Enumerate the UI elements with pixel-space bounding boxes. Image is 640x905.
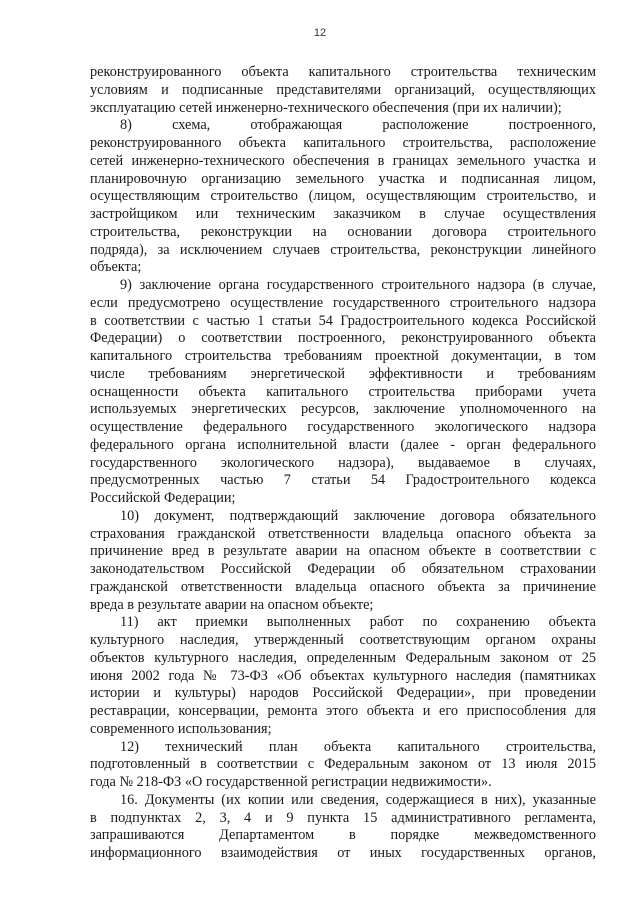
text-line: законодательством Российской Федерации об обязательном страховании bbox=[90, 561, 596, 577]
text-line: объектов культурного наследия, определенным Федеральным законом от 25 bbox=[90, 649, 596, 666]
text-line: реставрации, консервации, ремонта этого объекта и его приспособления для bbox=[90, 703, 596, 719]
text-line: подготовленный в соответствии с Федеральным законом от 13 июля 2015 bbox=[90, 756, 596, 773]
text-line: вреда в результате аварии на опасном объекте; bbox=[90, 596, 374, 613]
paragraph-item-8 bbox=[90, 117, 596, 277]
text-line: Российской Федерации; bbox=[90, 490, 236, 506]
text-line: запрашиваются Департаментом в порядке межведомственного bbox=[90, 827, 596, 844]
text-line: года № 218-ФЗ «О государственной регистрации недвижимости». bbox=[90, 774, 492, 790]
text-line: числе требованиям энергетической эффективности и требованиям bbox=[90, 365, 596, 382]
text-line: оснащенности объекта капитального строительства приборами учета bbox=[90, 383, 596, 400]
text-line: сетей инженерно-технического обеспечения в границах земельного участка и bbox=[90, 152, 596, 169]
text-line: современного использования; bbox=[90, 720, 272, 737]
text-line: 9) заключение органа государственного строительного надзора (в случае, bbox=[120, 277, 596, 293]
page-number: 12 bbox=[313, 27, 327, 39]
text-line: культурного наследия, утвержденный соответствующим органом охраны bbox=[90, 632, 596, 648]
text-line: реконструированного объекта капитального строительства, расположение bbox=[90, 135, 596, 151]
text-line: июня 2002 года № 73-ФЗ «Об объектах культурного наследия (памятниках bbox=[90, 667, 596, 684]
paragraph-item-11 bbox=[90, 614, 596, 738]
paragraph-item-12 bbox=[90, 739, 596, 792]
text-line: гражданской ответственности владельца опасного объекта за причинение bbox=[90, 578, 596, 595]
text-line: застройщиком или техническим заказчиком в случае осуществления bbox=[90, 206, 596, 222]
text-line: 10) документ, подтверждающий заключение договора обязательного bbox=[120, 507, 596, 524]
paragraph-item-9 bbox=[90, 277, 596, 508]
text-line: строительства, реконструкции на основании договора строительного bbox=[90, 223, 596, 240]
text-line: осуществление федерального государственного экологического надзора bbox=[90, 419, 596, 435]
text-line: истории и культуры) народов Российской Федерации», при проведении bbox=[90, 685, 596, 702]
text-line: используемых энергетических ресурсов, заключение уполномоченного на bbox=[90, 401, 596, 418]
text-line: причинение вред в результате аварии на опасном объекте в соответствии с bbox=[90, 543, 596, 560]
text-line: подряда), за исключением случаев строительства, реконструкции линейного bbox=[90, 241, 596, 258]
text-line: 11) акт приемки выполненных работ по сохранению объекта bbox=[120, 614, 596, 631]
text-line: Федерации) о соответствии построенного, реконструированного объекта bbox=[90, 330, 596, 347]
text-line: 8) схема, отображающая расположение построенного, bbox=[120, 117, 596, 134]
paragraph-item-10 bbox=[90, 508, 596, 615]
text-line: капитального строительства требованиям проектной документации, в том bbox=[90, 348, 596, 364]
text-line: 12) технический план объекта капитального строительства, bbox=[120, 738, 596, 755]
paragraph-continuation bbox=[90, 64, 596, 117]
text-line: если предусмотрено осуществление государственного строительного надзора bbox=[90, 294, 596, 311]
text-line: предусмотренных частью 7 статьи 54 Градостроительного кодекса bbox=[90, 472, 596, 489]
text-line: государственного экологического надзора), выдаваемое в случаях, bbox=[90, 454, 596, 471]
text-line: объекта; bbox=[90, 259, 142, 276]
text-line: эксплуатацию сетей инженерно-технического обеспечения (при их наличии); bbox=[90, 99, 562, 116]
paragraph-section-16 bbox=[90, 792, 596, 863]
text-line: федерального органа исполнительной власти (далее - орган федерального bbox=[90, 436, 596, 453]
text-line: страхования гражданской ответственности владельца опасного объекта за bbox=[90, 525, 596, 542]
document-body bbox=[90, 64, 596, 863]
text-line: условиям и подписанные представителями организаций, осуществляющих bbox=[90, 81, 596, 98]
text-line: осуществляющим строительство (лицом, осуществляющим строительство, и bbox=[90, 188, 596, 205]
text-line: информационного взаимодействия от иных государственных органов, bbox=[90, 845, 596, 861]
text-line: 16. Документы (их копии или сведения, содержащиеся в них), указанные bbox=[120, 791, 596, 808]
text-line: планировочную организацию земельного участка и подписанная лицом, bbox=[90, 170, 596, 187]
text-line: в подпунктах 2, 3, 4 и 9 пункта 15 административного регламента, bbox=[90, 809, 596, 826]
text-line: в соответствии с частью 1 статьи 54 Градостроительного кодекса Российской bbox=[90, 312, 596, 329]
text-line: реконструированного объекта капитального строительства техническим bbox=[90, 64, 596, 80]
